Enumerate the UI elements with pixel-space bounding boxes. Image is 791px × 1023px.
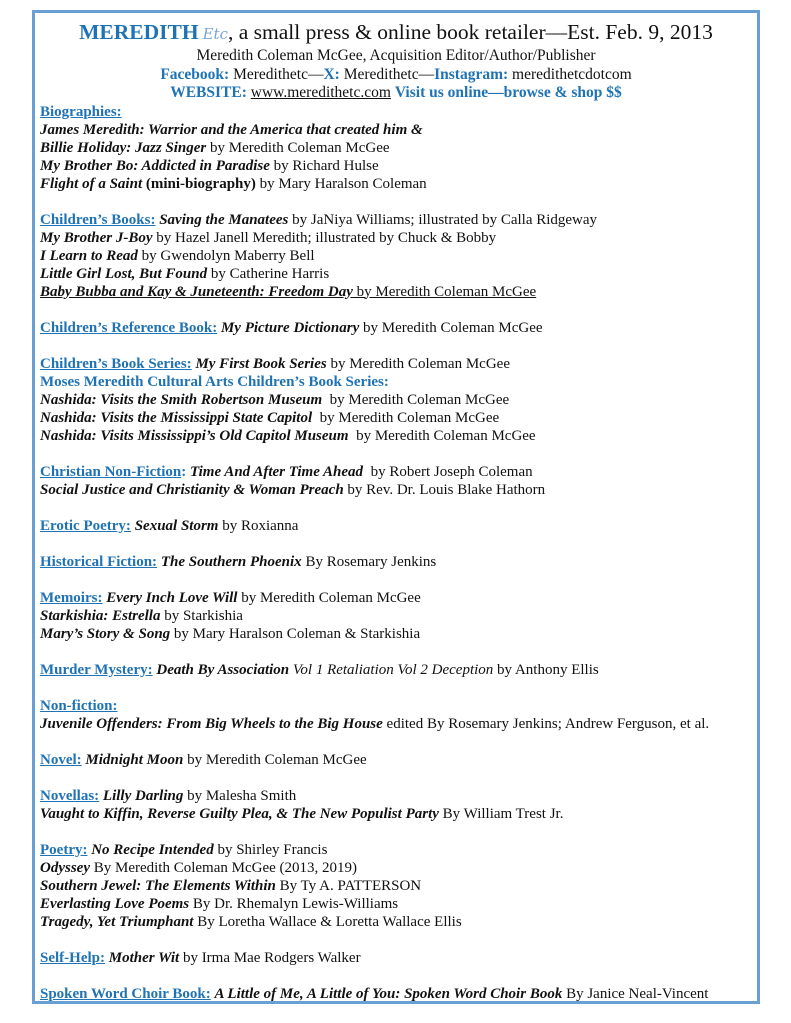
book-author: By Dr. Rhemalyn Lewis-Williams: [189, 895, 399, 912]
book-author: by Mary Haralson Coleman: [255, 175, 427, 192]
category-novellas[interactable]: Novellas:: [40, 787, 100, 804]
list-item: [40, 895, 753, 913]
book-author: by Robert Joseph Coleman: [363, 463, 533, 480]
book-author: by JaNiya Williams; illustrated by Calla Ridgeway: [288, 211, 598, 228]
instagram-handle[interactable]: meredithetcdotcom: [508, 65, 632, 83]
book-title: My Brother J-Boy: [40, 229, 153, 246]
category-historical-fiction[interactable]: Historical Fiction:: [40, 553, 158, 570]
list-item: [40, 841, 753, 859]
book-title: The Southern Phoenix: [160, 553, 302, 570]
editor-line: Meredith Coleman McGee, Acquisition Editor/Author/Publisher: [196, 47, 596, 64]
list-item: [40, 157, 753, 175]
section-childrens-reference: [40, 319, 753, 337]
book-title: I Learn to Read: [40, 247, 138, 264]
book-author: by Starkishia: [160, 607, 243, 624]
book-title: Mary’s Story & Song: [40, 625, 171, 642]
category-biographies[interactable]: Biographies:: [40, 103, 122, 120]
book-title: No Recipe Intended: [91, 841, 214, 858]
list-item: [40, 409, 753, 427]
category-colon: :: [181, 463, 187, 480]
list-item: [40, 787, 753, 805]
list-item: [40, 949, 753, 967]
book-author: by Mary Haralson Coleman & Starkishia: [170, 625, 421, 642]
book-title: Flight of a Saint: [40, 175, 143, 192]
category-nonfiction[interactable]: Non-fiction:: [40, 697, 118, 714]
book-subtitle: Vol 1 Retaliation Vol 2 Deception: [289, 661, 494, 678]
category-novel[interactable]: Novel:: [40, 751, 82, 768]
book-title: Sexual Storm: [134, 517, 219, 534]
book-author: edited By Rosemary Jenkins; Andrew Ferguson, et al.: [382, 715, 710, 732]
book-author: by Meredith Coleman McGee: [359, 319, 543, 336]
category-childrens-reference[interactable]: Children’s Reference Book:: [40, 319, 218, 336]
list-item: [40, 715, 753, 733]
book-author: by Meredith Coleman McGee: [348, 427, 536, 444]
book-title: Nashida: Visits the Smith Robertson Museum: [40, 391, 323, 408]
book-author: by Meredith Coleman McGee: [183, 751, 367, 768]
list-item: [40, 121, 753, 139]
header-title-line: [35, 19, 757, 47]
book-title: Saving the Manatees: [159, 211, 289, 228]
list-item[interactable]: [40, 283, 753, 301]
section-memoirs: [40, 589, 753, 643]
instagram-label: Instagram:: [434, 65, 509, 83]
etc-logo-icon: Etc: [202, 25, 228, 43]
category-memoirs[interactable]: Memoirs:: [40, 589, 103, 606]
book-note: (mini-biography): [142, 175, 256, 192]
book-author: by Gwendolyn Maberry Bell: [137, 247, 315, 264]
page-border-frame: [32, 10, 760, 1004]
book-title: Mother Wit: [108, 949, 180, 966]
book-author: by Catherine Harris: [207, 265, 330, 282]
book-title: Billie Holiday: Jazz Singer: [40, 139, 207, 156]
section-poetry: [40, 841, 753, 931]
website-link[interactable]: www.meredithetc.com: [250, 84, 391, 101]
book-title: Death By Association: [156, 661, 290, 678]
facebook-label: Facebook:: [160, 65, 230, 83]
book-author: by Hazel Janell Meredith; illustrated by Chuck & Bobby: [152, 229, 497, 246]
list-item: [40, 913, 753, 931]
subcategory-moses-meredith-series: Moses Meredith Cultural Arts Children’s Book Series:: [40, 373, 389, 390]
book-author: by Meredith Coleman McGee: [312, 409, 500, 426]
facebook-handle[interactable]: Meredithetc—: [229, 65, 324, 83]
book-title: Tragedy, Yet Triumphant: [40, 913, 194, 930]
book-title: James Meredith: Warrior and the America that created him &: [40, 121, 423, 138]
book-author: By Meredith Coleman McGee (2013, 2019): [89, 859, 358, 876]
section-novellas: [40, 787, 753, 823]
category-childrens-series[interactable]: Children’s Book Series:: [40, 355, 192, 372]
book-title: My Brother Bo: Addicted in Paradise: [40, 157, 270, 174]
book-title: Starkishia: Estrella: [40, 607, 161, 624]
section-self-help: [40, 949, 753, 967]
book-author: by Meredith Coleman McGee: [206, 139, 390, 156]
book-author: By Ty A. PATTERSON: [275, 877, 422, 894]
book-author: by Irma Mae Rodgers Walker: [179, 949, 361, 966]
section-historical-fiction: [40, 553, 753, 571]
book-author: By William Trest Jr.: [438, 805, 564, 822]
list-item: [40, 463, 753, 481]
list-item: [40, 661, 753, 679]
list-item: [40, 265, 753, 283]
section-childrens-series: [40, 355, 753, 445]
list-item: [40, 607, 753, 625]
list-item: [40, 751, 753, 769]
list-item: [40, 859, 753, 877]
website-line: [35, 84, 757, 103]
book-title: Vaught to Kiffin, Reverse Guilty Plea, & The New Populist Party: [40, 805, 439, 822]
book-title: My First Book Series: [195, 355, 327, 372]
category-spoken-word[interactable]: Spoken Word Choir Book:: [40, 985, 211, 1002]
x-handle[interactable]: Meredithetc—: [339, 65, 435, 83]
header: [35, 13, 757, 103]
section-murder-mystery: [40, 661, 753, 679]
book-title: Southern Jewel: The Elements Within: [40, 877, 276, 894]
category-poetry[interactable]: Poetry:: [40, 841, 88, 858]
category-childrens-books[interactable]: Children’s Books:: [40, 211, 156, 228]
book-title: Nashida: Visits Mississippi’s Old Capitol Museum: [40, 427, 349, 444]
book-author: by Meredith Coleman McGee: [326, 355, 510, 372]
social-line: [35, 66, 757, 85]
list-item: [40, 805, 753, 823]
list-item: [40, 139, 753, 157]
tagline: , a small press & online book retailer—Est. Feb. 9, 2013: [227, 20, 713, 44]
book-title: Odyssey: [40, 859, 90, 876]
section-novel: [40, 751, 753, 769]
book-title: Everlasting Love Poems: [40, 895, 190, 912]
book-author: by Anthony Ellis: [493, 661, 599, 678]
book-title: Juvenile Offenders: From Big Wheels to the Big House: [40, 715, 383, 732]
list-item: [40, 355, 753, 373]
list-item: [40, 247, 753, 265]
section-nonfiction: [40, 697, 753, 733]
book-title: Baby Bubba and Kay & Juneteenth: Freedom Day: [40, 283, 353, 300]
list-item: [40, 625, 753, 643]
book-author: by Meredith Coleman McGee: [322, 391, 510, 408]
section-christian-nonfiction: [40, 463, 753, 499]
list-item: [40, 877, 753, 895]
book-author: by Richard Hulse: [269, 157, 379, 174]
book-author: by Meredith Coleman McGee: [237, 589, 421, 606]
category-murder-mystery[interactable]: Murder Mystery:: [40, 661, 153, 678]
list-item: [40, 175, 753, 193]
list-item: [40, 517, 753, 535]
list-item: [40, 589, 753, 607]
list-item: [40, 391, 753, 409]
book-title: Every Inch Love Will: [106, 589, 238, 606]
brand-name: MEREDITH: [79, 20, 199, 44]
book-title: Lilly Darling: [102, 787, 184, 804]
book-title: Midnight Moon: [85, 751, 184, 768]
section-spoken-word: [40, 985, 753, 1003]
list-item: [40, 211, 753, 229]
book-title: Time And After Time Ahead: [190, 463, 364, 480]
book-author: By Loretha Wallace & Loretta Wallace Ellis: [193, 913, 462, 930]
website-cta: Visit us online—browse & shop $$: [394, 84, 622, 101]
list-item: [40, 985, 753, 1003]
book-title: Nashida: Visits the Mississippi State Capitol: [40, 409, 313, 426]
book-author: by Shirley Francis: [213, 841, 328, 858]
book-title: Little Girl Lost, But Found: [40, 265, 208, 282]
book-title: Social Justice and Christianity & Woman Preach: [40, 481, 344, 498]
book-author: by Roxianna: [218, 517, 299, 534]
section-childrens-books: [40, 211, 753, 301]
book-author: by Meredith Coleman McGee: [352, 283, 537, 300]
website-label: WEBSITE:: [170, 84, 247, 101]
category-erotic-poetry[interactable]: Erotic Poetry:: [40, 517, 131, 534]
book-title: My Picture Dictionary: [220, 319, 360, 336]
section-biographies: [40, 103, 753, 193]
list-item: [40, 319, 753, 337]
list-item: [40, 427, 753, 445]
book-title: A Little of Me, A Little of You: Spoken Word Choir Book: [214, 985, 563, 1002]
category-self-help[interactable]: Self-Help:: [40, 949, 105, 966]
list-item: [40, 229, 753, 247]
section-erotic-poetry: [40, 517, 753, 535]
catalog-content: [35, 103, 757, 1003]
x-label: X:: [323, 65, 340, 83]
book-author: By Rosemary Jenkins: [301, 553, 437, 570]
book-author: by Rev. Dr. Louis Blake Hathorn: [343, 481, 546, 498]
list-item: [40, 481, 753, 499]
book-author: by Malesha Smith: [183, 787, 297, 804]
category-christian-nonfiction[interactable]: Christian Non-Fiction: [40, 463, 182, 480]
book-author: By Janice Neal-Vincent: [562, 985, 709, 1002]
list-item: [40, 553, 753, 571]
